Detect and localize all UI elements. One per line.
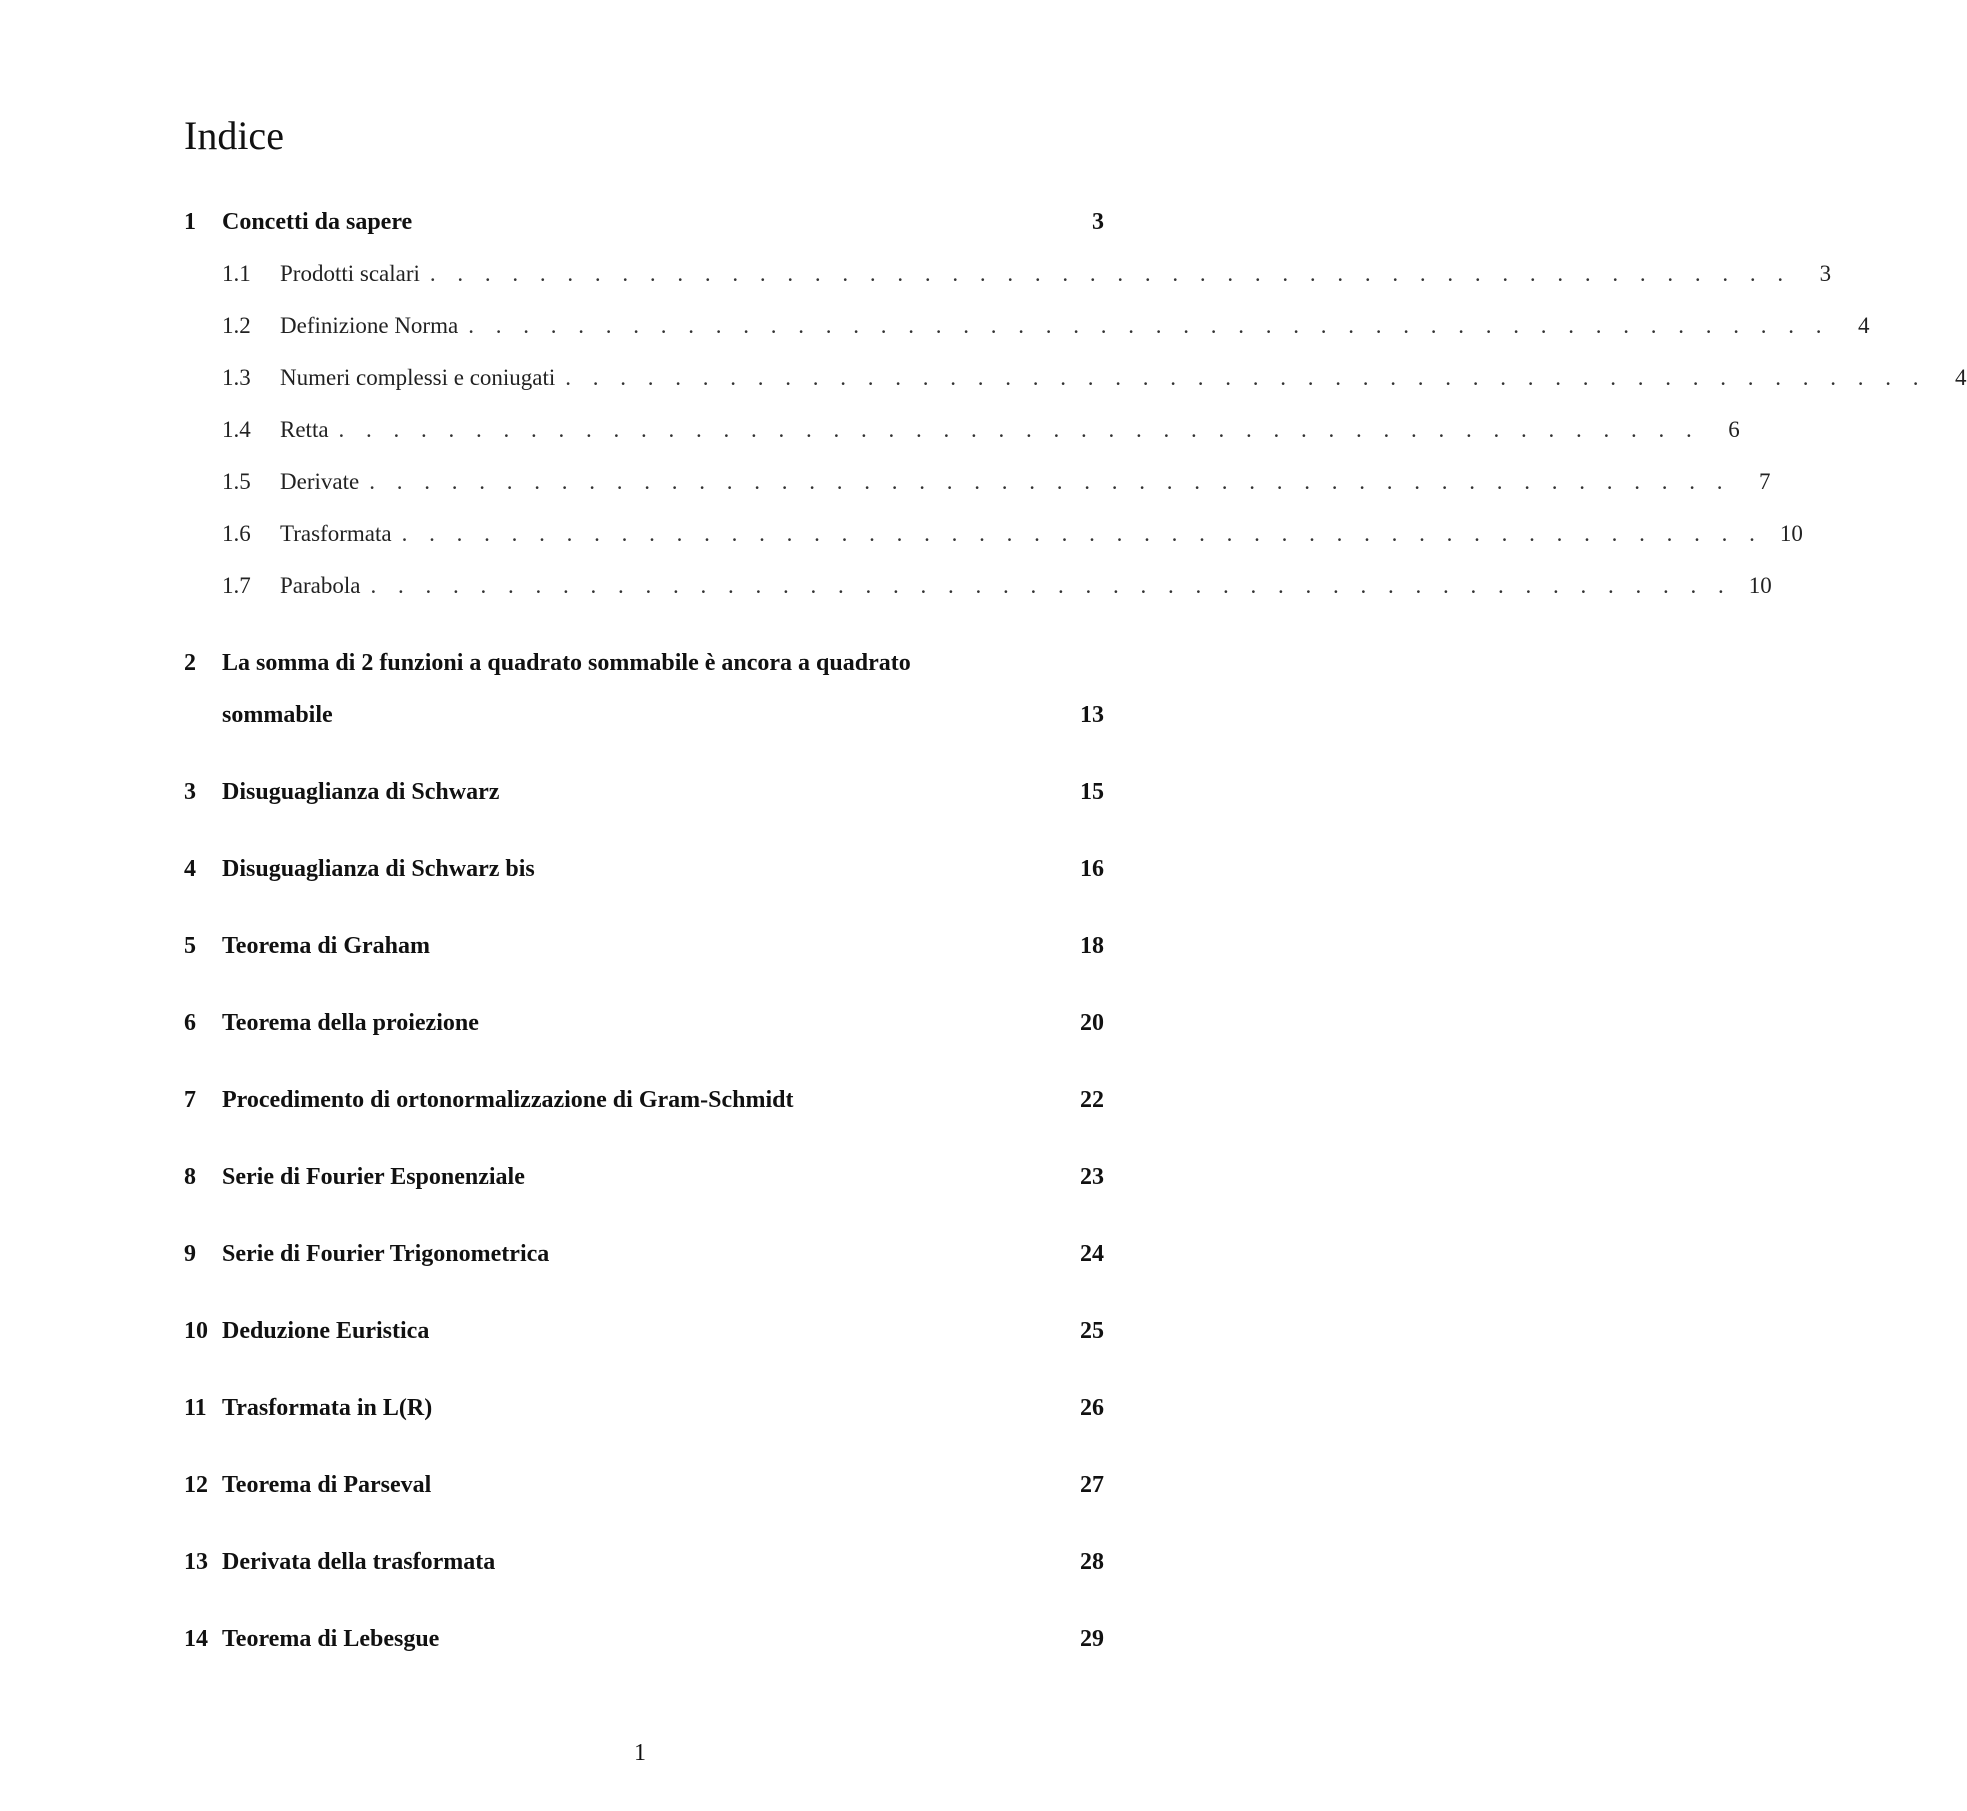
section-title: Teorema di Parseval: [222, 1472, 432, 1498]
toc-section-7[interactable]: [184, 1074, 1104, 1126]
leader-dots: . . . . . . . . . . . . . . . . . . . . . . . . . . . . . . . . . . . . . . . . . . . . . . . . . .: [401, 521, 1763, 546]
toc-section-3[interactable]: [184, 766, 1104, 818]
toc-section-9[interactable]: [184, 1228, 1104, 1280]
section-page: 13: [1080, 702, 1104, 728]
section-number: 9: [184, 1241, 196, 1267]
toc-section-12[interactable]: [184, 1459, 1104, 1511]
leader-dots: . . . . . . . . . . . . . . . . . . . . . . . . . . . . . . . . . . . . . . . . . . . . . . . . . .: [565, 365, 1927, 390]
toc-section-6[interactable]: [184, 997, 1104, 1049]
subsection-number: 1.3: [222, 365, 251, 390]
section-title: Teorema della proiezione: [222, 1010, 479, 1036]
page-title: Indice: [184, 113, 284, 158]
subsection-title: Prodotti scalari: [280, 261, 420, 286]
subsection-number: 1.1: [222, 261, 251, 286]
subsection-page: 3: [1819, 261, 1832, 286]
toc-subsection-1-7[interactable]: [184, 560, 1772, 612]
section-title: Trasformata in L(R): [222, 1395, 433, 1421]
section-page: 20: [1080, 1010, 1104, 1036]
subsection-page: 6: [1728, 417, 1740, 442]
toc-section-8[interactable]: [184, 1151, 1104, 1203]
section-page: 16: [1080, 856, 1104, 882]
subsection-number: 1.2: [222, 313, 251, 338]
section-title: Disuguaglianza di Schwarz bis: [222, 856, 535, 882]
leader-dots: . . . . . . . . . . . . . . . . . . . . . . . . . . . . . . . . . . . . . . . . . . . . . . . . . .: [370, 573, 1732, 598]
subsection-number: 1.7: [222, 573, 251, 598]
toc-subsection-1-5[interactable]: [184, 456, 1771, 508]
leader-dots: . . . . . . . . . . . . . . . . . . . . . . . . . . . . . . . . . . . . . . . . . . . . . . . . . .: [369, 469, 1731, 494]
toc-subsection-1-1[interactable]: [184, 248, 1832, 300]
subsection-title: Retta: [280, 417, 329, 442]
section-page: 15: [1080, 779, 1104, 805]
section-page: 3: [1092, 209, 1104, 235]
subsection-title: Numeri complessi e coniugati: [280, 365, 556, 390]
subsection-page: 10: [1779, 521, 1803, 546]
toc-subsection-1-6[interactable]: [184, 508, 1803, 560]
section-title: Concetti da sapere: [222, 209, 413, 235]
section-title-line1: La somma di 2 funzioni a quadrato sommabile è ancora a quadrato: [222, 650, 911, 676]
subsection-title: Definizione Norma: [280, 313, 459, 338]
subsection-page: 4: [1955, 365, 1967, 390]
section-page: 29: [1080, 1626, 1104, 1652]
toc-section-10[interactable]: [184, 1305, 1104, 1357]
leader-dots: . . . . . . . . . . . . . . . . . . . . . . . . . . . . . . . . . . . . . . . . . . . . . . . . . .: [429, 261, 1792, 286]
toc-section-11[interactable]: [184, 1382, 1104, 1434]
section-title-line2: sommabile: [222, 702, 333, 728]
toc-subsection-1-4[interactable]: [184, 404, 1740, 456]
subsection-number: 1.6: [222, 521, 251, 546]
toc-section-2-cont[interactable]: [184, 689, 1104, 741]
toc-section-13[interactable]: [184, 1536, 1104, 1588]
leader-dots: . . . . . . . . . . . . . . . . . . . . . . . . . . . . . . . . . . . . . . . . . . . . . . . . . .: [468, 313, 1830, 338]
toc-section-14[interactable]: [184, 1613, 1104, 1665]
section-page: 25: [1080, 1318, 1104, 1344]
section-number: 5: [184, 933, 196, 959]
section-page: 18: [1080, 933, 1104, 959]
section-title: Serie di Fourier Esponenziale: [222, 1164, 525, 1190]
subsection-number: 1.5: [222, 469, 251, 494]
section-number: 10: [184, 1318, 208, 1344]
section-number: 3: [184, 779, 196, 805]
toc-subsection-1-2[interactable]: [184, 300, 1870, 352]
subsection-title: Derivate: [280, 469, 360, 494]
subsection-page: 4: [1857, 313, 1870, 338]
toc-section-1[interactable]: [184, 196, 1104, 248]
toc-section-5[interactable]: [184, 920, 1104, 972]
section-page: 22: [1080, 1087, 1104, 1113]
subsection-page: 7: [1758, 469, 1771, 494]
section-title: Serie di Fourier Trigonometrica: [222, 1241, 550, 1267]
subsection-title: Trasformata: [280, 521, 392, 546]
table-of-contents: [184, 196, 1967, 1665]
toc-section-2[interactable]: [184, 637, 1104, 689]
leader-dots: . . . . . . . . . . . . . . . . . . . . . . . . . . . . . . . . . . . . . . . . . . . . . . . . . .: [338, 417, 1700, 442]
section-title: Teorema di Graham: [222, 933, 430, 959]
section-title: Deduzione Euristica: [222, 1318, 430, 1344]
section-title: Disuguaglianza di Schwarz: [222, 779, 500, 805]
section-title: Procedimento di ortonormalizzazione di Gram-Schmidt: [222, 1087, 794, 1113]
section-number: 14: [184, 1626, 208, 1652]
section-number: 11: [184, 1395, 207, 1421]
section-number: 8: [184, 1164, 196, 1190]
section-number: 13: [184, 1549, 208, 1575]
subsection-number: 1.4: [222, 417, 251, 442]
subsection-page: 10: [1748, 573, 1772, 598]
section-title: Teorema di Lebesgue: [222, 1626, 440, 1652]
subsection-title: Parabola: [280, 573, 361, 598]
toc-subsection-1-3[interactable]: [184, 352, 1967, 404]
section-number: 12: [184, 1472, 208, 1498]
section-number: 6: [184, 1010, 196, 1036]
section-page: 27: [1080, 1472, 1104, 1498]
section-page: 28: [1080, 1549, 1104, 1575]
section-number: 1: [184, 209, 196, 235]
section-page: 24: [1080, 1241, 1104, 1267]
section-number: 7: [184, 1087, 196, 1113]
section-number: 2: [184, 650, 196, 676]
section-number: 4: [184, 856, 196, 882]
section-page: 23: [1080, 1164, 1104, 1190]
section-page: 26: [1080, 1395, 1104, 1421]
page-number: 1: [634, 1740, 646, 1766]
toc-section-4[interactable]: [184, 843, 1104, 895]
section-title: Derivata della trasformata: [222, 1549, 496, 1575]
